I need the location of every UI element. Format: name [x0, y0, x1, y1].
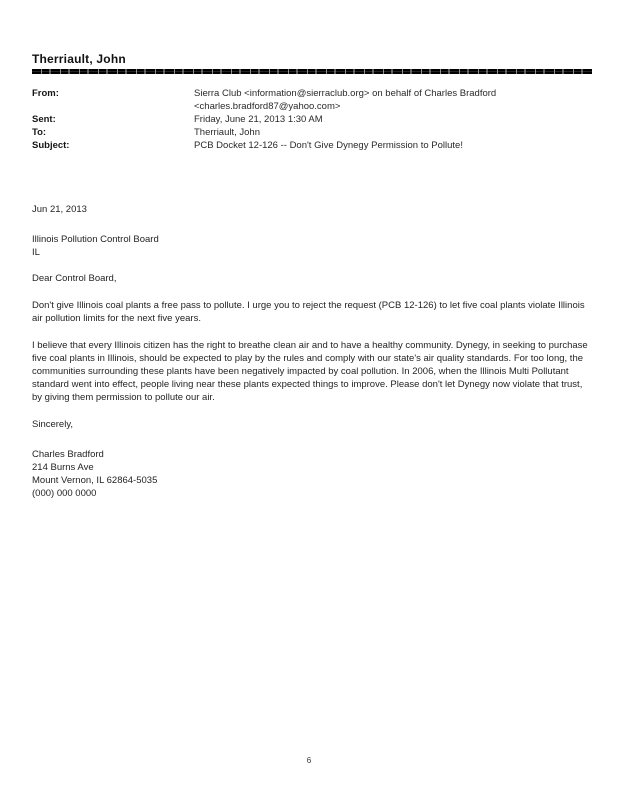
letter-paragraph-1: Don't give Illinois coal plants a free pass to pollute. I urge you to reject the request (PCB 12-126) to let five coal plants violate Illinois air pollution limits for the next five years.	[32, 300, 585, 324]
addressee-line2: IL	[32, 247, 40, 258]
letter-date: Jun 21, 2013	[32, 204, 87, 215]
signature-street: 214 Burns Ave	[32, 462, 94, 473]
from-value-line1: Sierra Club <information@sierraclub.org> on behalf of Charles Bradford	[194, 88, 497, 99]
sent-label: Sent:	[32, 114, 56, 125]
subject-label: Subject:	[32, 140, 70, 151]
page-content	[32, 52, 590, 500]
from-value	[194, 87, 590, 113]
header-divider-rule	[32, 69, 592, 74]
from-value-line2: <charles.bradford87@yahoo.com>	[194, 101, 341, 112]
page-number: 6	[306, 756, 312, 765]
addressee-line1: Illinois Pollution Control Board	[32, 234, 159, 245]
signature-block	[32, 448, 590, 500]
signature-name: Charles Bradford	[32, 449, 104, 460]
letter-closing: Sincerely,	[32, 419, 74, 430]
letter-paragraph-2: I believe that every Illinois citizen has the right to breathe clean air and to have a healthy community. Dynegy, in seeking to purchase five coal plants in Illinois, should be expected to play by the rules and comply with our state's air quality standards. For too long, the communities surrounding these plants have been negatively impacted by coal pollution. In 2006, when the Illinois Multi Pollutant standard went into effect, people living near these plants expected things to improve. Please don't let Dynegy now violate that trust, by giving them permission to pollute our air.	[32, 340, 588, 403]
letter-salutation: Dear Control Board,	[32, 273, 117, 284]
subject-value: PCB Docket 12-126 -- Don't Give Dynegy Permission to Pollute!	[194, 140, 463, 151]
sent-value: Friday, June 21, 2013 1:30 AM	[194, 114, 323, 125]
to-value: Therriault, John	[194, 127, 261, 138]
recipient-header: Therriault, John	[32, 52, 126, 66]
letter-addressee	[32, 233, 590, 259]
signature-phone: (000) 000 0000	[32, 488, 97, 499]
letter-body	[32, 203, 590, 500]
signature-city: Mount Vernon, IL 62864-5035	[32, 475, 158, 486]
email-header-fields	[32, 87, 590, 152]
from-label: From:	[32, 88, 59, 99]
to-label: To:	[32, 127, 47, 138]
